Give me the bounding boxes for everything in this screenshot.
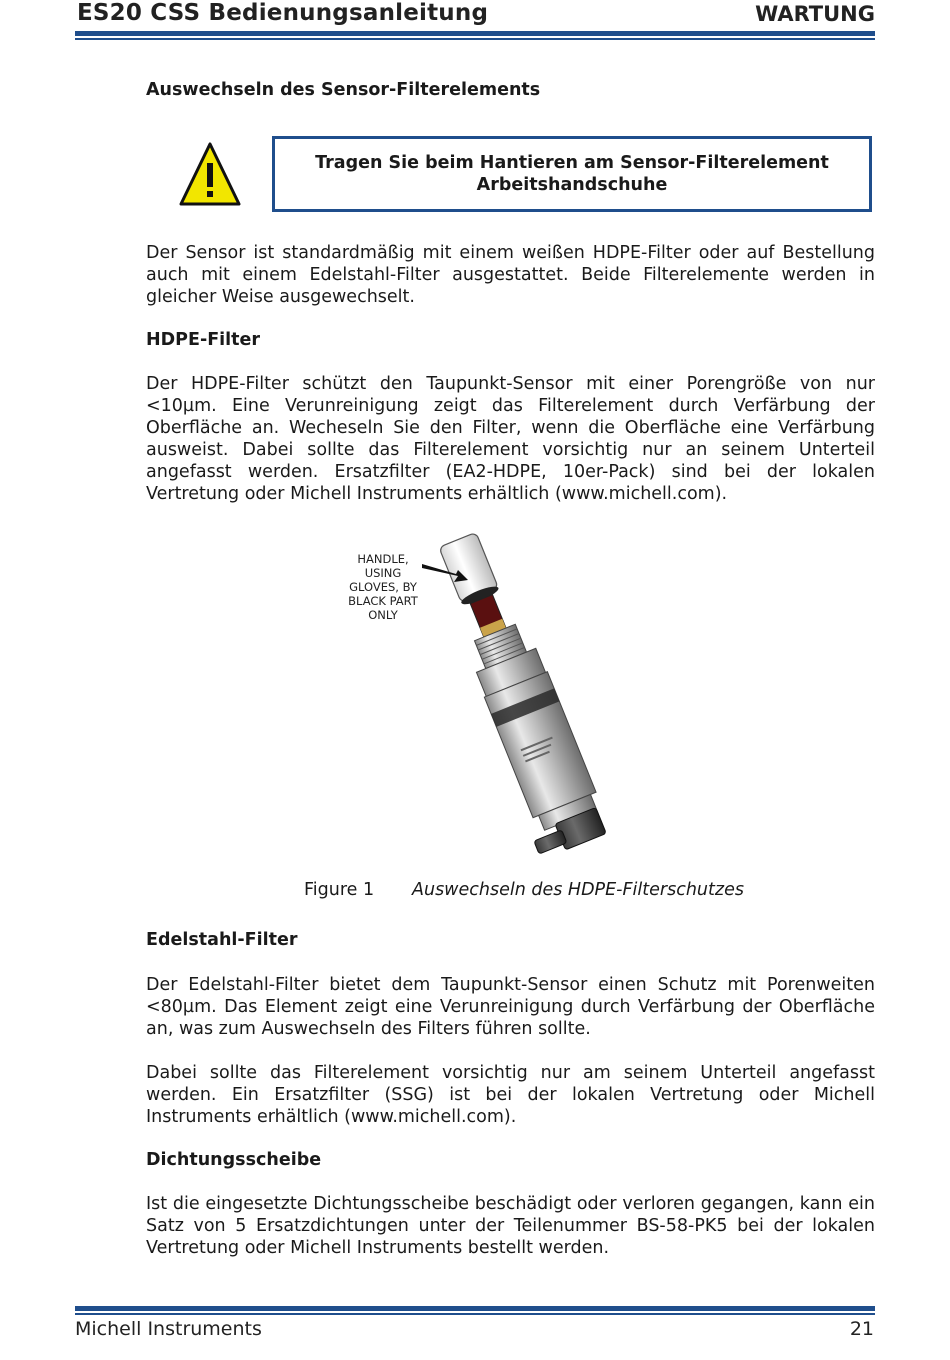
figure-number: Figure 1 — [304, 880, 375, 900]
figure-callout — [340, 552, 426, 622]
hdpe-heading: HDPE-Filter — [146, 330, 261, 350]
header-rule — [75, 31, 875, 36]
callout-line-4: BLACK PART — [348, 594, 418, 608]
header-rule-thin — [75, 38, 875, 40]
footer-rule-thin — [75, 1313, 875, 1315]
callout-line-3: GLOVES, BY — [349, 580, 417, 594]
warning-text — [315, 152, 829, 196]
edelstahl-heading: Edelstahl-Filter — [146, 930, 298, 950]
sensor-filter-heading: Auswechseln des Sensor-Filterelements — [146, 80, 541, 100]
warning-line-1: Tragen Sie beim Hantieren am Sensor-Filterelement — [315, 153, 829, 173]
callout-line-5: ONLY — [368, 608, 398, 622]
footer-rule — [75, 1306, 875, 1311]
callout-line-2: USING — [364, 566, 402, 580]
figure-caption: Auswechseln des HDPE-Filterschutzes — [412, 880, 744, 900]
footer-company: Michell Instruments — [75, 1318, 262, 1340]
dichtung-heading: Dichtungsscheibe — [146, 1150, 322, 1170]
edelstahl-paragraph-2: Dabei sollte das Filterelement vorsichtig nur am seinem Unterteil angefasst werden. Ein Ersatzfilter (SSG) ist bei der lokalen Vertretung oder Michell Instruments erhältlich (www.michell.com). — [146, 1063, 875, 1127]
document-title: ES20 CSS Bedienungsanleitung — [77, 0, 489, 26]
callout-line-1: HANDLE, — [357, 552, 409, 566]
page-number: 21 — [849, 1318, 874, 1340]
warning-box — [272, 136, 872, 212]
section-title: WARTUNG — [755, 2, 875, 26]
warning-line-2: Arbeitshandschuhe — [476, 175, 668, 195]
edelstahl-paragraph-1: Der Edelstahl-Filter bietet dem Taupunkt-Sensor einen Schutz mit Porenweiten <80µm. Das Element zeigt eine Verunreinigung durch Verfärbung der Oberfläche an, was zum Auswechseln des Filters führen sollte. — [146, 975, 875, 1039]
dichtung-paragraph: Ist die eingesetzte Dichtungsscheibe beschädigt oder verloren gegangen, kann ein Satz von 5 Ersatzdichtungen unter der Teilenummer BS-58-PK5 bei der lokalen Vertretung oder Michell Instruments bestellt werden. — [146, 1194, 875, 1258]
hdpe-paragraph: Der HDPE-Filter schützt den Taupunkt-Sensor mit einer Porengröße von nur <10µm. Eine Verunreinigung zeigt das Filterelement durch Verfärbung der Oberfläche an. Wecheseln Sie den Filter, wenn die Oberfläche eine Verfärbung ausweist. Dabei sollte das Filterelement vorsichtig nur an seinem Unterteil angefasst werden. Ersatzfilter (EA2-HDPE, 10er-Pack) sind bei der lokalen Vertretung oder Michell Instruments erhältlich (www.michell.com). — [146, 374, 875, 504]
intro-paragraph: Der Sensor ist standardmäßig mit einem weißen HDPE-Filter oder auf Bestellung auch mit einem Edelstahl-Filter ausgestattet. Beide Filterelemente werden in gleicher Weise ausgewechselt. — [146, 243, 875, 307]
warning-triangle-icon — [178, 141, 242, 207]
